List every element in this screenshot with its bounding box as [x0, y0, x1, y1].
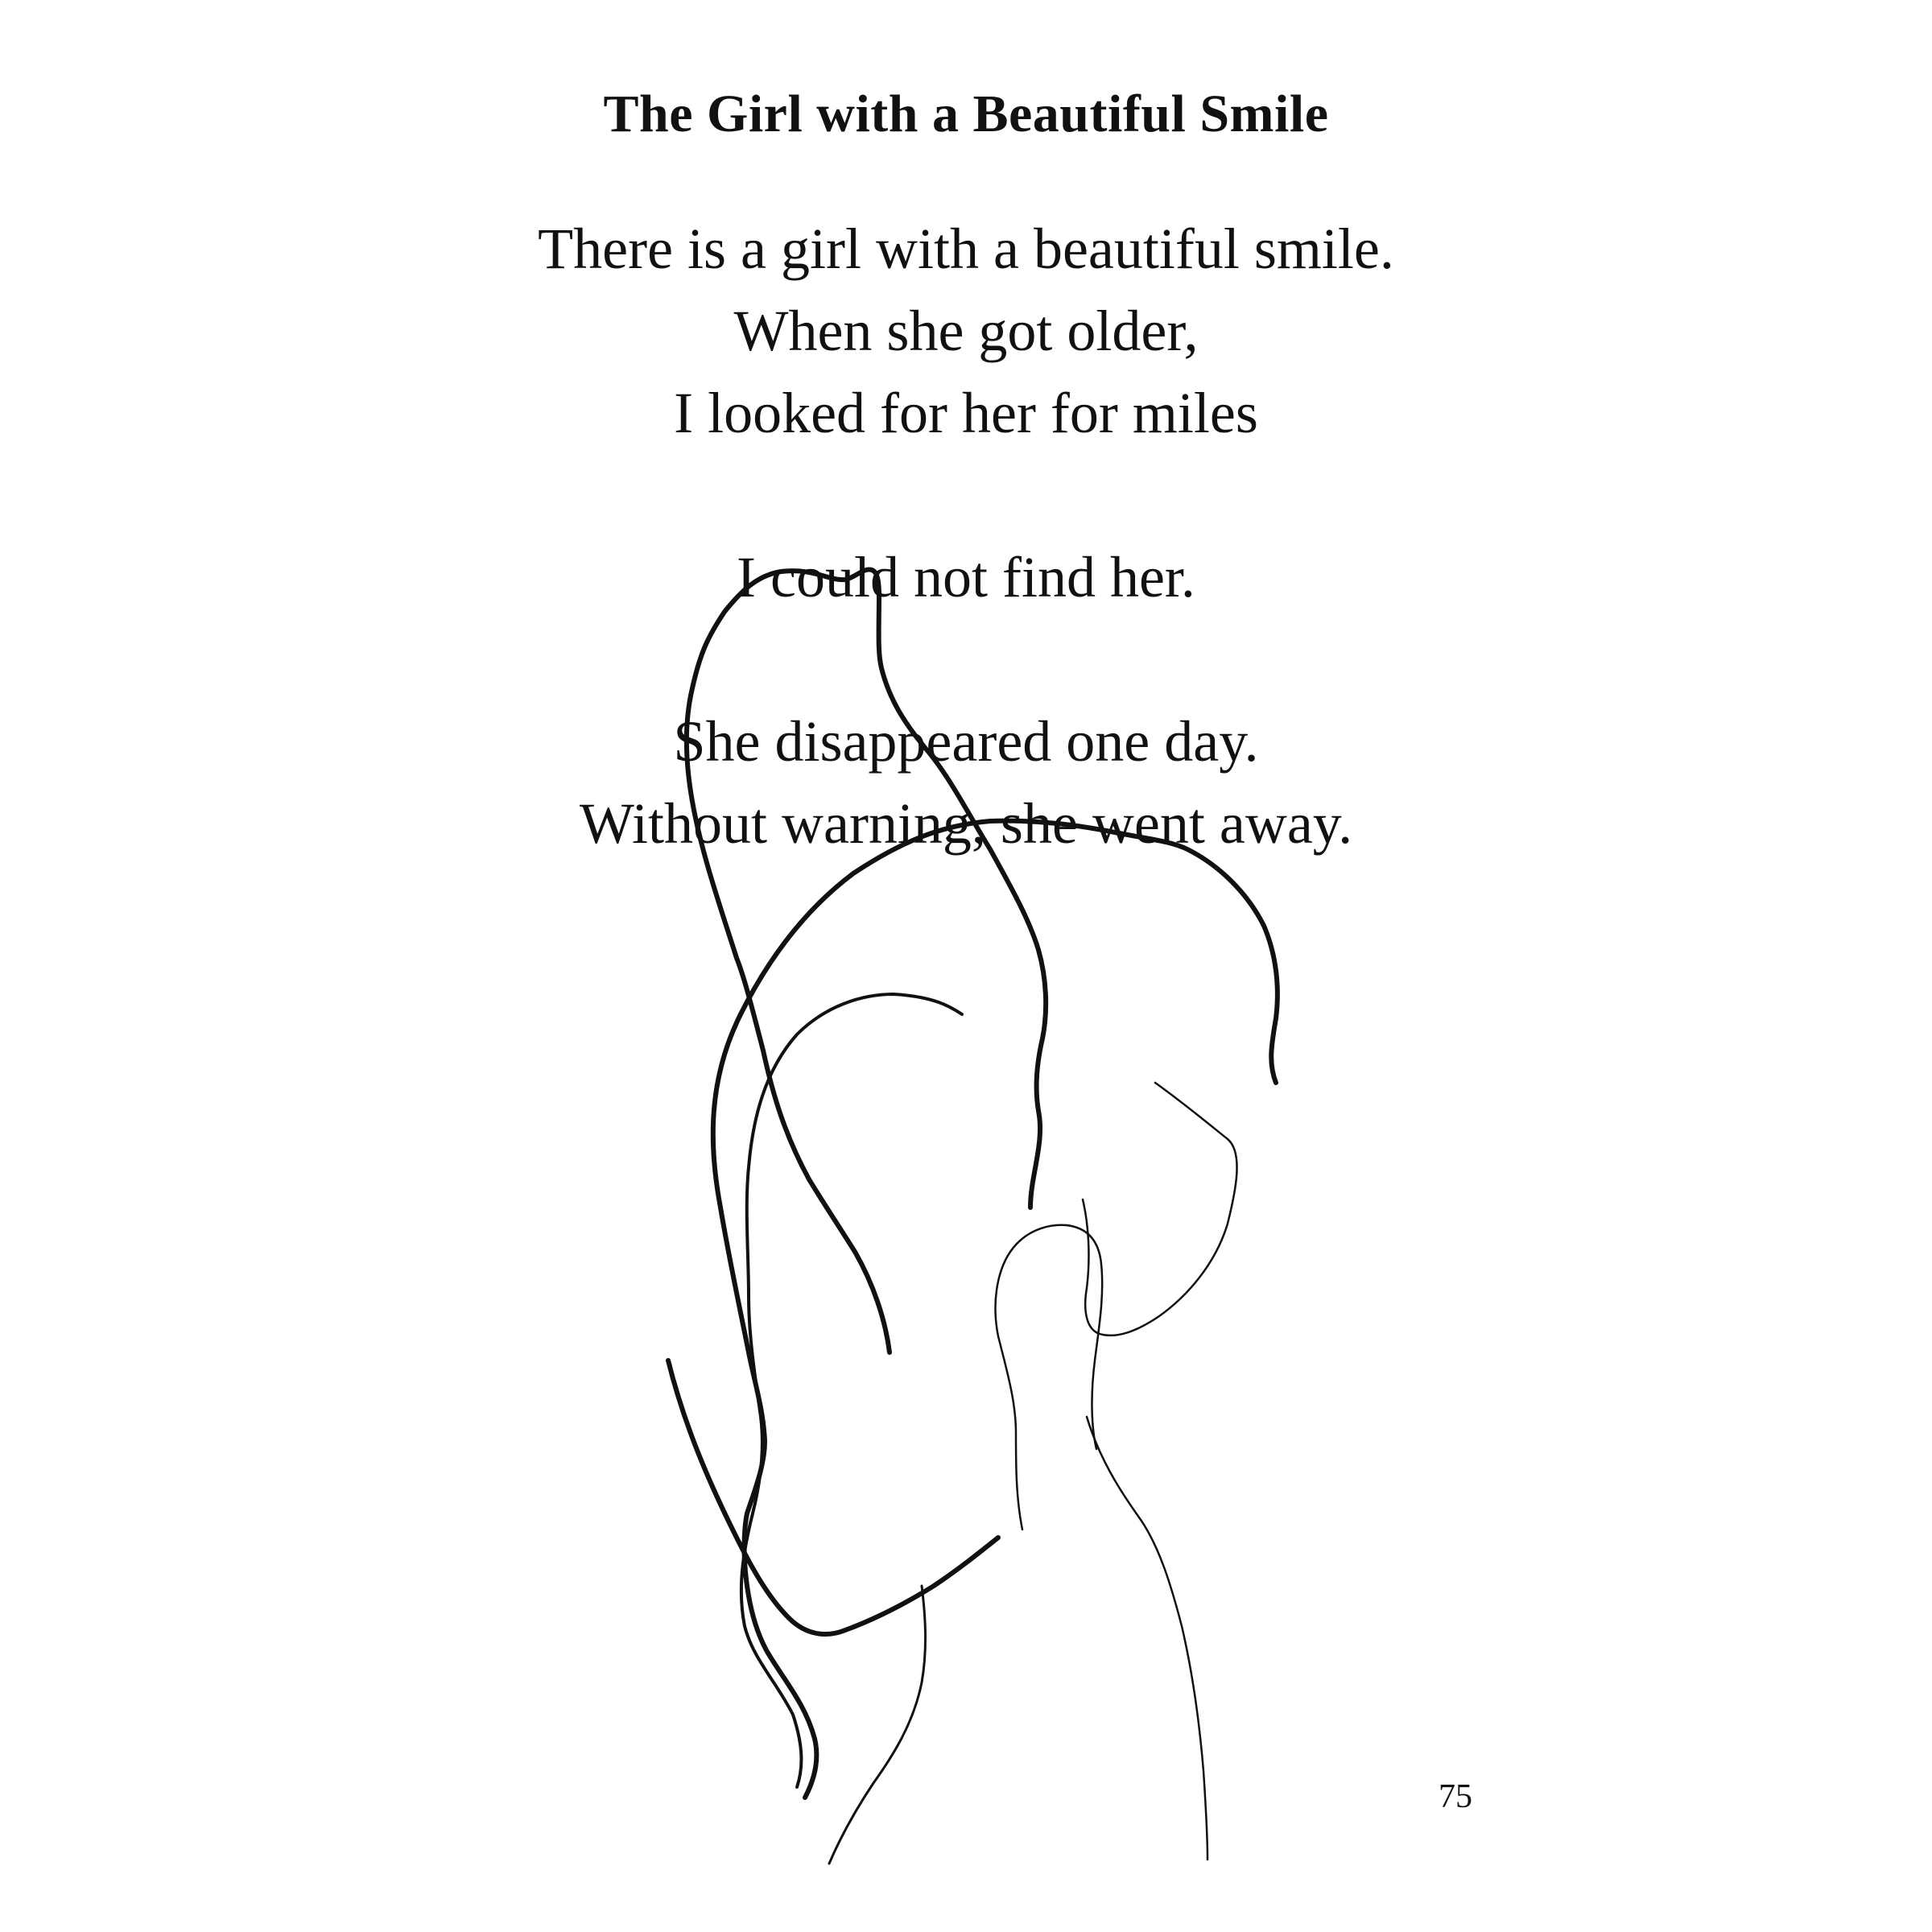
hair-outline-stroke [687, 569, 1046, 1352]
back-contour-stroke [1087, 1417, 1208, 1860]
poem-line: There is a girl with a beautiful smile. [538, 217, 1394, 281]
ear-loop-stroke [995, 1225, 1102, 1530]
face-jaw-stroke [668, 1360, 998, 1634]
page-number: 75 [1439, 1778, 1472, 1815]
poem-line: I looked for her for miles [674, 381, 1258, 445]
hair-bun-stroke [1083, 1083, 1237, 1335]
poem-line: When she got older, [733, 299, 1199, 363]
poem-title: The Girl with a Beautiful Smile [603, 85, 1329, 144]
neck-left-stroke [829, 1586, 926, 1864]
poem-line: Without warning, she went away. [579, 791, 1353, 856]
poem-line: She disappeared one day. [673, 709, 1259, 774]
inner-hair-stroke [741, 994, 962, 1787]
poem-line: I could not find her. [737, 545, 1195, 609]
